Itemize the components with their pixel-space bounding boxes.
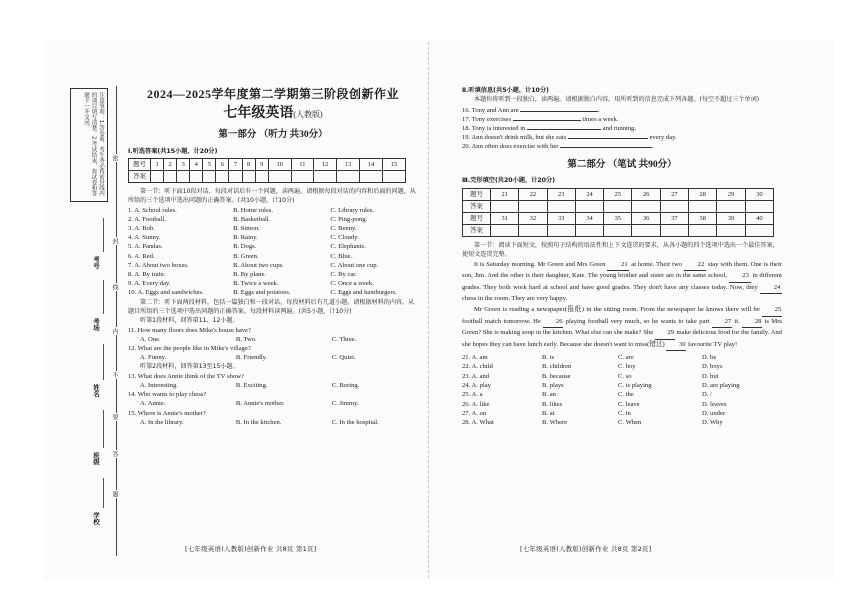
option-c: C. Blue. — [330, 252, 353, 260]
page-footer-left: [七年级英语(人教版)创新作业 共8页 第1页] — [185, 545, 317, 553]
question-row — [128, 206, 418, 215]
answer-cell[interactable] — [604, 225, 632, 237]
question-row — [128, 335, 418, 344]
edition: (人教版) — [293, 110, 323, 120]
cloze-options — [462, 353, 782, 427]
grid-cell: 7 — [229, 158, 242, 170]
cloze-blank[interactable]: 30 — [666, 340, 686, 351]
question-row — [128, 215, 418, 224]
question-row — [128, 270, 418, 279]
answer-cell[interactable] — [229, 170, 242, 182]
page-footer-right: [七年级英语(人教版)创新作业 共8页 第2页] — [520, 545, 652, 553]
grid-cell: 11 — [291, 158, 313, 170]
option-b: B. at — [542, 409, 555, 417]
option-d: D. leaves — [702, 400, 727, 408]
question-stem: 11. How many floors does Mike's house have? — [128, 326, 251, 334]
section-three-instructions: 第一节：阅读下面短文，按照句子结构的语法性和上下文连贯的要求，从各小题的四个选项中选出一个最佳答案，使短文连贯完整。 — [462, 242, 779, 259]
grid-cell: 12 — [313, 158, 336, 170]
field-school-line — [103, 478, 104, 508]
option-b: B. Exciting. — [235, 381, 268, 389]
option-b: B. likes — [542, 400, 563, 408]
part-two-heading: 第二部分 （笔试 共90分） — [567, 159, 677, 170]
grid-cell: 40 — [745, 213, 773, 225]
section-three-heading: Ⅲ.完形填空(共20小题，计20分) — [462, 176, 555, 184]
grid-cell: 33 — [547, 213, 575, 225]
answer-cell[interactable] — [203, 170, 216, 182]
option-a: 28. A. What — [462, 419, 494, 427]
option-b: B. Dogs. — [233, 243, 257, 251]
field-room: 考场 — [92, 318, 100, 331]
material-two-note: 听第2段材料，回答第13至15小题。 — [140, 363, 239, 371]
answer-cell[interactable] — [164, 170, 177, 182]
grid-cell: 24 — [575, 189, 603, 201]
grid-cell: 题号 — [463, 213, 491, 225]
grid-answer-row — [463, 225, 774, 237]
grid-cell: 10 — [268, 158, 291, 170]
grid-cell: 2 — [164, 158, 177, 170]
grid-cell: 答案 — [463, 201, 491, 213]
seal-char: 题 — [111, 491, 118, 497]
field-class-line — [103, 410, 104, 448]
passage-text: chess in the room. They are very happy. — [462, 295, 568, 303]
option-b: B. Simon. — [233, 225, 260, 233]
passage-text: favourite TV play! — [688, 340, 738, 348]
seal-char: 答 — [111, 451, 118, 457]
fill-17 — [462, 115, 782, 124]
answer-grid — [128, 158, 406, 183]
answer-cell[interactable] — [382, 170, 405, 182]
grid-cell: 3 — [177, 158, 190, 170]
fold-line — [428, 42, 429, 578]
option-row — [462, 372, 782, 381]
fill-text: times a week. — [582, 115, 619, 123]
grid-cell: 23 — [547, 189, 575, 201]
answer-blank[interactable] — [520, 111, 598, 112]
answer-cell[interactable] — [575, 225, 603, 237]
answer-cell[interactable] — [291, 170, 313, 182]
answer-blank[interactable] — [527, 129, 601, 130]
grid-number-row — [463, 213, 774, 225]
option-a: 6. A. Red. — [128, 252, 155, 260]
answer-cell[interactable] — [689, 201, 717, 213]
cloze-passage-1 — [462, 260, 782, 305]
field-class: 班级 — [92, 452, 100, 465]
option-b: B. Home rules. — [233, 206, 274, 214]
field-number-line — [103, 218, 104, 252]
grid-cell: 36 — [632, 213, 660, 225]
grid-cell: 6 — [216, 158, 229, 170]
grid-cell: 15 — [382, 158, 405, 170]
option-c: C. in — [618, 409, 631, 417]
answer-grid-row — [129, 170, 406, 182]
answer-grid-header — [129, 158, 406, 170]
cloze-blank[interactable]: 26 — [543, 317, 563, 328]
option-c: C. Jimmy. — [331, 400, 359, 408]
cloze-blank[interactable]: 29 — [655, 328, 675, 339]
answer-cell[interactable] — [268, 170, 291, 182]
grid-cell: 31 — [491, 213, 519, 225]
answer-cell[interactable] — [604, 201, 632, 213]
question-stem: 12. What are the people like in Mike's village? — [128, 345, 251, 353]
option-c: C. Cloudy. — [330, 234, 359, 242]
subject-name: 七年级英语 — [223, 106, 294, 122]
answer-cell[interactable] — [359, 170, 382, 182]
question-row — [128, 252, 418, 261]
option-b: B. Friendly. — [235, 354, 268, 362]
option-c: C. the — [618, 391, 634, 399]
question-row — [128, 399, 418, 408]
option-b: B. plays — [542, 381, 564, 389]
cloze-blank[interactable]: 23 — [729, 271, 751, 282]
option-a: A. In the library. — [140, 418, 184, 426]
option-c: C. Eggs and hamburgers. — [330, 289, 397, 297]
grid-cell: 答案 — [129, 170, 151, 182]
field-room-line — [103, 280, 104, 314]
option-b: B. Twice a week. — [233, 280, 279, 288]
passage-text: football match tomorrow. He — [462, 317, 541, 325]
right-page — [462, 86, 782, 427]
field-name: 姓名 — [92, 384, 100, 397]
cloze-blank[interactable]: 27 — [712, 317, 732, 328]
grid-cell: 26 — [632, 189, 660, 201]
option-c: C. so — [618, 372, 632, 380]
fill-16: 16. Tony and Ann are . — [462, 106, 601, 114]
fill-18 — [462, 124, 782, 133]
answer-cell[interactable] — [151, 170, 164, 182]
option-c: C. is playing — [618, 381, 652, 389]
option-c: C. In the hospital. — [331, 418, 379, 426]
notice-box — [70, 88, 108, 202]
passage-text: at home. Their two — [631, 260, 683, 268]
option-d: D. be — [702, 354, 717, 362]
option-row — [462, 362, 782, 371]
grid-cell: 28 — [689, 189, 717, 201]
option-c: C. Benny. — [330, 225, 357, 233]
option-c: C. are — [618, 354, 634, 362]
fill-text: every day. — [649, 134, 677, 142]
option-row — [462, 418, 782, 427]
option-row — [462, 400, 782, 409]
answer-cell[interactable] — [632, 201, 660, 213]
option-b: B. Eggs and potatoes. — [233, 289, 291, 297]
field-name-line — [103, 344, 104, 380]
question-row — [128, 288, 418, 297]
answer-blank[interactable] — [568, 138, 648, 139]
option-b: B. Where — [542, 419, 568, 427]
question-row — [128, 233, 418, 242]
section-one-heading: Ⅰ.听选答案(共15小题，计20分) — [128, 147, 218, 155]
option-a: 26. A. like — [462, 400, 490, 408]
grid-cell: 32 — [519, 213, 547, 225]
grid-cell: 30 — [745, 189, 773, 201]
fill-text: 18. Tony is interested in — [462, 125, 526, 133]
option-a: 8. A. By train. — [128, 271, 166, 279]
option-a: 2. A. Football. — [128, 215, 166, 223]
answer-cell[interactable] — [632, 225, 660, 237]
grid-cell: 35 — [604, 213, 632, 225]
option-a: 7. A. About two boxes. — [128, 261, 189, 269]
option-a: 4. A. Sunny. — [128, 234, 161, 242]
grid-cell: 8 — [242, 158, 255, 170]
option-b: B. because — [542, 372, 571, 380]
fill-text: 16. Tony and Ann are — [462, 106, 519, 114]
passage-text: It is Saturday morning. Mr Green and Mrs Green — [474, 260, 606, 268]
option-c: C. Library rules. — [330, 206, 374, 214]
option-c: C. Quiet. — [331, 354, 356, 362]
grid-cell: 5 — [203, 158, 216, 170]
passage-text: Mr Green is reading a newspaper(报纸) in the sitting room. From the newspaper he knows there will be — [474, 306, 760, 314]
grid-cell: 答案 — [463, 225, 491, 237]
option-b: B. Annie's mother. — [235, 400, 285, 408]
grid-cell: 1 — [151, 158, 164, 170]
option-b: B. Basketball. — [233, 215, 271, 223]
fill-text: 17. Tony exercises — [462, 115, 512, 123]
option-a: A. Interesting. — [140, 381, 178, 389]
option-b: B. Rainy. — [233, 234, 258, 242]
option-a: 22. A. child — [462, 363, 493, 371]
option-b: B. children — [542, 363, 572, 371]
grid-cell: 4 — [190, 158, 203, 170]
option-a: 27. A. on — [462, 409, 487, 417]
answer-cell[interactable] — [242, 170, 255, 182]
cloze-blank[interactable]: 21 — [607, 260, 629, 271]
option-d: D. Why — [702, 419, 723, 427]
option-c: C. When — [618, 419, 642, 427]
grid-answer-row — [463, 201, 774, 213]
section-one-part-two-instructions: 第二节：听下面两段材料，包括一篇独白和一段对话，每段材料后有几道小题。请根据材料的内容，从题目所给的三个选项中选出问题的正确答案。每段材料读两遍。(共5小题，计10分) — [128, 298, 415, 316]
seal-char: 线 — [111, 284, 118, 290]
option-a: 10. A. Eggs and sandwiches. — [128, 289, 204, 297]
fill-19 — [462, 133, 782, 142]
option-d: D. under — [702, 409, 726, 417]
option-b: B. Two. — [235, 335, 257, 343]
answer-cell[interactable] — [717, 225, 745, 237]
option-d: D. boys — [702, 363, 723, 371]
grid-cell: 22 — [519, 189, 547, 201]
grid-cell: 13 — [336, 158, 359, 170]
option-d: D. are playing — [702, 381, 740, 389]
option-b: B. is — [542, 354, 555, 362]
option-row — [462, 390, 782, 399]
option-row — [462, 353, 782, 362]
field-number: 考号 — [92, 256, 100, 269]
question-row — [128, 224, 418, 233]
answer-cell[interactable] — [745, 201, 773, 213]
question-row — [128, 261, 418, 270]
question-row — [128, 353, 418, 362]
grid-cell: 题号 — [129, 158, 151, 170]
answer-cell[interactable] — [575, 201, 603, 213]
listening-options — [128, 206, 418, 298]
answer-cell[interactable] — [547, 225, 575, 237]
question-row — [128, 381, 418, 390]
answer-cell[interactable] — [689, 225, 717, 237]
cloze-blank[interactable]: 24 — [760, 283, 782, 294]
option-a: 24. A. play — [462, 381, 491, 389]
option-a: A. Annie. — [140, 400, 166, 408]
question-row — [128, 279, 418, 288]
cloze-blank[interactable]: 28 — [742, 317, 762, 328]
option-a: 5. A. Pandas. — [128, 243, 163, 251]
answer-cell[interactable] — [190, 170, 203, 182]
answer-cell[interactable] — [491, 201, 519, 213]
option-a: 25. A. a — [462, 391, 483, 399]
left-page — [128, 87, 418, 427]
exam-title: 2024—2025学年度第二学期第三阶段创新作业 — [146, 87, 399, 101]
fill-text: 20. Ann often does exercise with her — [462, 143, 559, 151]
section-two-instructions: 本题你将听到一段独白，读两遍。请根据独白内容，用所听到的信息完成下列各题。(每空不超过三个单词) — [474, 96, 760, 104]
passage-text: stay with them. One is their son, Jim. And the other is their daughter, Kate. The young brother and sister are in the same school, — [462, 260, 782, 280]
question-stem: 14. Who wants to play chess? — [128, 391, 207, 399]
answer-cell[interactable] — [336, 170, 359, 182]
notice-text: 注意事项：1.答卷前，考生务必将密封线内的项目填写清楚。2.考试结束，将试卷和答题卡一并交回。 — [83, 92, 104, 197]
seal-char: 封 — [111, 238, 118, 244]
material-one-note: 听第1段材料，回答第11、12小题。 — [140, 317, 239, 325]
passage-text: is Mrs Green? She is making soup in the kitchen. What else can she make? She — [462, 317, 782, 337]
grid-number-row — [463, 189, 774, 201]
cloze-blank[interactable]: 22 — [684, 260, 706, 271]
cloze-blank[interactable]: 25 — [762, 305, 782, 316]
option-c: C. About one cup. — [330, 261, 379, 269]
grid-cell: 29 — [717, 189, 745, 201]
option-a: 23. A. and — [462, 372, 490, 380]
question-stem: 13. What does Annie think of the TV show? — [128, 372, 244, 380]
fill-20: 20. Ann often does exercise with her . — [462, 143, 654, 151]
answer-cell[interactable] — [519, 201, 547, 213]
option-b: B. In the kitchen. — [235, 418, 282, 426]
option-b: B. an — [542, 391, 556, 399]
fill-text: and running. — [602, 125, 636, 133]
grid-cell: 37 — [660, 213, 688, 225]
option-a: 3. A. Bob. — [128, 225, 155, 233]
answer-cell[interactable] — [660, 201, 688, 213]
passage-text: in different grades. They both work hard at school and have good grades. They don't have any classes today. Now, they — [462, 272, 782, 291]
grid-cell: 25 — [604, 189, 632, 201]
section-one-instructions: 第一节：听下面10段对话，每段对话后有一个问题，读两遍。请根据每段对话的内容和后面的问题，从所给的三个选项中选出问题的正确答案。(共10小题，计10分) — [128, 187, 416, 205]
option-c: C. Ping-pong. — [330, 215, 368, 223]
section-two-heading: Ⅱ.听填信息(共5小题，计10分) — [462, 87, 549, 94]
grid-cell: 38 — [689, 213, 717, 225]
answer-cell[interactable] — [313, 170, 336, 182]
option-row — [462, 409, 782, 418]
option-a: A. Funny. — [140, 354, 167, 362]
option-a: 1. A. School rules. — [128, 206, 177, 214]
seal-char: 不 — [111, 372, 118, 378]
grid-cell: 39 — [717, 213, 745, 225]
option-c: C. Three. — [331, 335, 357, 343]
answer-cell[interactable] — [660, 225, 688, 237]
answer-cell[interactable] — [519, 225, 547, 237]
option-d: D. but — [702, 372, 719, 380]
option-a: A. One. — [140, 335, 161, 343]
passage-text: playing football very much, so he wants to take part — [565, 317, 710, 325]
option-c: C. By car. — [330, 271, 357, 279]
option-c: C. leave — [618, 400, 640, 408]
grid-cell: 题号 — [463, 189, 491, 201]
question-row — [128, 242, 418, 251]
option-c: C. boy — [618, 363, 636, 371]
grid-cell: 14 — [359, 158, 382, 170]
question-stem: 15. Where is Annie's mother? — [128, 409, 206, 417]
grid-cell: 27 — [660, 189, 688, 201]
answer-cell[interactable] — [491, 225, 519, 237]
answer-cell[interactable] — [255, 170, 268, 182]
cloze-passage-2 — [462, 305, 782, 351]
passage-text: make delicious food for the family. And she hopes they can have lunch early. Because she doesn't want to miss(错过) — [462, 329, 782, 348]
answer-blank[interactable] — [560, 147, 652, 148]
seal-char: 内 — [111, 328, 118, 334]
passage-text: it. — [734, 317, 740, 325]
answer-cell[interactable] — [216, 170, 229, 182]
answer-blank[interactable] — [513, 120, 581, 121]
field-school: 学校 — [92, 512, 100, 525]
cloze-answer-grid — [462, 188, 774, 237]
seal-char: 要 — [111, 414, 118, 420]
option-b: B. Green. — [233, 252, 259, 260]
question-row — [128, 418, 418, 427]
part-one-heading: 第一部分 （听力 共30分） — [218, 130, 328, 141]
exam-subject — [128, 106, 418, 122]
answer-cell[interactable] — [745, 225, 773, 237]
option-c: C. Elephants. — [330, 243, 366, 251]
option-row — [462, 381, 782, 390]
answer-cell[interactable] — [547, 201, 575, 213]
option-c: C. Once a week. — [330, 280, 374, 288]
option-a: 21. A. am — [462, 354, 488, 362]
option-b: B. About two cups. — [233, 261, 284, 269]
answer-cell[interactable] — [717, 201, 745, 213]
option-b: B. By plane. — [233, 271, 267, 279]
fill-text: 19. Ann doesn't drink milk, but she eats — [462, 134, 567, 142]
option-d: D. / — [702, 391, 712, 399]
answer-cell[interactable] — [177, 170, 190, 182]
seal-char: 密 — [111, 155, 118, 161]
grid-cell: 34 — [575, 213, 603, 225]
grid-cell: 9 — [255, 158, 268, 170]
grid-cell: 21 — [491, 189, 519, 201]
option-a: 9. A. Every day. — [128, 280, 171, 288]
option-c: C. Boring. — [331, 381, 360, 389]
